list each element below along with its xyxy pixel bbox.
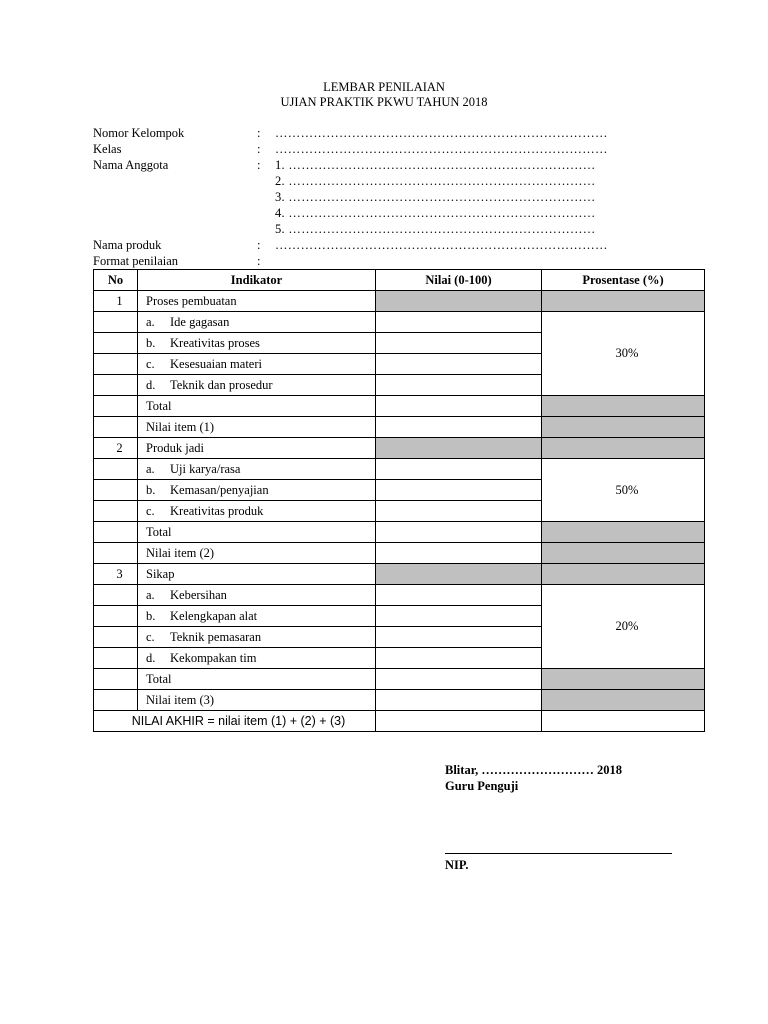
field-label-nama-produk: Nama produk (93, 238, 162, 252)
final-score-cell[interactable] (376, 711, 542, 732)
field-value-anggota-1: 1. ……………………………………………………………… (275, 158, 596, 172)
item-letter: a. (146, 587, 155, 602)
item-score-label: Nilai item (3) (138, 690, 376, 711)
empty-no-cell (94, 375, 138, 396)
percent-cell: 50% (542, 459, 705, 522)
item-text: Uji karya/rasa (170, 461, 241, 476)
score-cell[interactable] (376, 312, 542, 333)
percent-cell: 30% (542, 312, 705, 396)
item-score-row (94, 690, 705, 711)
indicator-cell (138, 333, 376, 354)
empty-no-cell (94, 459, 138, 480)
field-label-nomor-kelompok: Nomor Kelompok (93, 126, 185, 140)
score-cell[interactable] (376, 354, 542, 375)
header-nilai: Nilai (0-100) (376, 270, 542, 291)
field-colon: : (257, 254, 261, 268)
item-text: Ide gagasan (170, 314, 230, 329)
place-date: Blitar, ……………………… 2018 (445, 763, 622, 777)
total-row (94, 396, 705, 417)
percent-cell: 20% (542, 585, 705, 669)
item-letter: d. (146, 650, 156, 665)
item-score-cell[interactable] (376, 543, 542, 564)
item-text: Kekompakan tim (170, 650, 257, 665)
total-score-cell[interactable] (376, 522, 542, 543)
field-colon: : (257, 158, 261, 172)
item-text: Kreativitas produk (170, 503, 264, 518)
indicator-cell (138, 375, 376, 396)
indicator-cell (138, 459, 376, 480)
document-subtitle: UJIAN PRAKTIK PKWU TAHUN 2018 (280, 95, 488, 109)
empty-no-cell (94, 354, 138, 375)
empty-no-cell (94, 501, 138, 522)
empty-no-cell (94, 522, 138, 543)
section-title: Produk jadi (138, 438, 376, 459)
shaded-cell (542, 564, 705, 585)
empty-no-cell (94, 312, 138, 333)
empty-no-cell (94, 543, 138, 564)
score-cell[interactable] (376, 459, 542, 480)
item-score-label: Nilai item (1) (138, 417, 376, 438)
score-cell[interactable] (376, 501, 542, 522)
shaded-cell (542, 543, 705, 564)
indicator-cell (138, 501, 376, 522)
item-letter: c. (146, 503, 155, 518)
indicator-cell (138, 648, 376, 669)
score-cell[interactable] (376, 375, 542, 396)
item-letter: c. (146, 629, 155, 644)
item-score-row (94, 417, 705, 438)
table-row (94, 459, 705, 480)
item-letter: c. (146, 356, 155, 371)
item-score-cell[interactable] (376, 690, 542, 711)
field-colon: : (257, 142, 261, 156)
empty-no-cell (94, 585, 138, 606)
assessment-table (93, 269, 705, 732)
indicator-cell (138, 627, 376, 648)
item-letter: b. (146, 335, 156, 350)
score-cell[interactable] (376, 585, 542, 606)
header-no: No (94, 270, 138, 291)
total-label: Total (138, 396, 376, 417)
score-cell[interactable] (376, 480, 542, 501)
examiner-role: Guru Penguji (445, 779, 519, 793)
table-row (94, 585, 705, 606)
item-text: Kelengkapan alat (170, 608, 258, 623)
indicator-cell (138, 480, 376, 501)
signature-line (445, 853, 672, 854)
shaded-cell (376, 438, 542, 459)
item-letter: a. (146, 461, 155, 476)
table-header-row (94, 270, 705, 291)
total-row (94, 669, 705, 690)
section-row (94, 564, 705, 585)
item-letter: b. (146, 482, 156, 497)
shaded-cell (542, 522, 705, 543)
final-score-row (94, 711, 705, 732)
section-number: 1 (94, 291, 138, 312)
shaded-cell (542, 438, 705, 459)
empty-no-cell (94, 606, 138, 627)
shaded-cell (376, 564, 542, 585)
shaded-cell (542, 417, 705, 438)
field-value-anggota-2: 2. ……………………………………………………………… (275, 174, 596, 188)
item-text: Kreativitas proses (170, 335, 260, 350)
shaded-cell (542, 396, 705, 417)
field-colon: : (257, 238, 261, 252)
empty-no-cell (94, 333, 138, 354)
score-cell[interactable] (376, 648, 542, 669)
item-text: Kemasan/penyajian (170, 482, 269, 497)
document-title: LEMBAR PENILAIAN (323, 80, 445, 94)
empty-no-cell (94, 648, 138, 669)
item-score-row (94, 543, 705, 564)
empty-no-cell (94, 690, 138, 711)
item-score-cell[interactable] (376, 417, 542, 438)
score-cell[interactable] (376, 606, 542, 627)
empty-percent-cell (542, 711, 705, 732)
indicator-cell (138, 585, 376, 606)
section-row (94, 291, 705, 312)
shaded-cell (376, 291, 542, 312)
indicator-cell (138, 354, 376, 375)
section-number: 2 (94, 438, 138, 459)
item-text: Kesesuaian materi (170, 356, 262, 371)
empty-no-cell (94, 396, 138, 417)
item-text: Kebersihan (170, 587, 227, 602)
section-row (94, 438, 705, 459)
score-cell[interactable] (376, 627, 542, 648)
total-label: Total (138, 669, 376, 690)
shaded-cell (542, 291, 705, 312)
section-number: 3 (94, 564, 138, 585)
header-indikator: Indikator (138, 270, 376, 291)
item-letter: d. (146, 377, 156, 392)
total-score-cell[interactable] (376, 396, 542, 417)
total-label: Total (138, 522, 376, 543)
item-letter: b. (146, 608, 156, 623)
item-letter: a. (146, 314, 155, 329)
table-row (94, 312, 705, 333)
section-title: Proses pembuatan (138, 291, 376, 312)
field-label-kelas: Kelas (93, 142, 122, 156)
field-value-anggota-4: 4. ……………………………………………………………… (275, 206, 596, 220)
empty-no-cell (94, 417, 138, 438)
field-value-nama-produk: …………………………………………………………………… (275, 238, 608, 252)
item-score-label: Nilai item (2) (138, 543, 376, 564)
shaded-cell (542, 690, 705, 711)
field-label-nama-anggota: Nama Anggota (93, 158, 169, 172)
field-value-kelas: …………………………………………………………………… (275, 142, 608, 156)
field-label-format-penilaian: Format penilaian (93, 254, 179, 268)
indicator-cell (138, 312, 376, 333)
total-score-cell[interactable] (376, 669, 542, 690)
section-title: Sikap (138, 564, 376, 585)
item-text: Teknik dan prosedur (170, 377, 273, 392)
indicator-cell (138, 606, 376, 627)
empty-no-cell (94, 480, 138, 501)
final-score-label: NILAI AKHIR = nilai item (1) + (2) + (3) (94, 711, 376, 732)
header-prosentase: Prosentase (%) (542, 270, 705, 291)
field-colon: : (257, 126, 261, 140)
field-value-anggota-3: 3. ……………………………………………………………… (275, 190, 596, 204)
total-row (94, 522, 705, 543)
shaded-cell (542, 669, 705, 690)
empty-no-cell (94, 669, 138, 690)
nip-label: NIP. (445, 858, 469, 872)
field-value-nomor-kelompok: …………………………………………………………………… (275, 126, 608, 140)
score-cell[interactable] (376, 333, 542, 354)
empty-no-cell (94, 627, 138, 648)
item-text: Teknik pemasaran (170, 629, 262, 644)
field-value-anggota-5: 5. ……………………………………………………………… (275, 222, 596, 236)
